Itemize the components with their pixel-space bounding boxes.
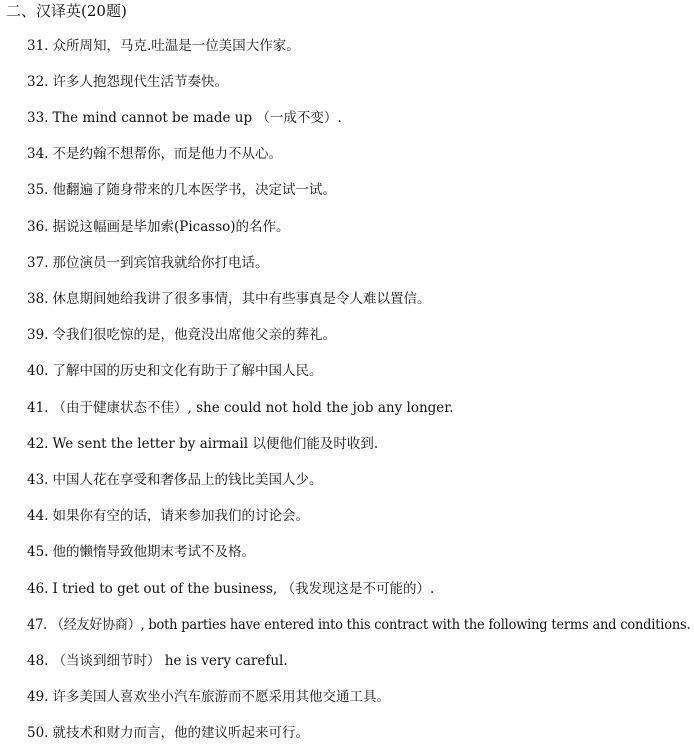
question-text: We sent the letter by airmail 以便他们能及时收到. [52, 436, 379, 452]
question-number: 42. [27, 436, 49, 452]
question-text: 众所周知，马克.吐温是一位美国大作家。 [52, 38, 300, 54]
question-32 [27, 73, 228, 91]
question-number: 36. [27, 219, 49, 235]
question-text: （经友好协商）, both parties have entered into this contract with the following terms and conditions. [50, 617, 691, 633]
question-number: 38. [27, 291, 49, 307]
question-text: 他翻遍了随身带来的几本医学书，决定试一试。 [52, 182, 336, 198]
section-title: 二、汉译英(20题) [6, 2, 127, 20]
question-text: 就技术和财力而言，他的建议听起来可行。 [52, 725, 309, 741]
question-number: 48. [27, 653, 49, 669]
question-number: 50. [27, 725, 49, 741]
question-38 [27, 290, 430, 308]
question-44 [27, 507, 309, 525]
question-42 [27, 435, 378, 453]
question-number: 40. [27, 363, 49, 379]
question-37 [27, 254, 268, 272]
question-41 [27, 399, 454, 417]
question-text: The mind cannot be made up （一成不变）. [52, 110, 342, 126]
question-text: 如果你有空的话，请来参加我们的讨论会。 [52, 508, 309, 524]
question-text: （由于健康状态不佳）, she could not hold the job any longer. [52, 400, 454, 416]
question-35 [27, 181, 336, 199]
question-number: 33. [27, 110, 49, 126]
question-number: 45. [27, 544, 49, 560]
question-number: 37. [27, 255, 49, 271]
question-text: 不是约翰不想帮你，而是他力不从心。 [52, 146, 282, 162]
question-47 [27, 616, 690, 634]
question-number: 35. [27, 182, 49, 198]
question-number: 49. [27, 689, 49, 705]
question-text: 令我们很吃惊的是，他竟没出席他父亲的葬礼。 [52, 327, 336, 343]
question-45 [27, 543, 255, 561]
question-text: 许多人抱怨现代生活节奏快。 [52, 74, 228, 90]
question-number: 46. [27, 581, 49, 597]
question-48 [27, 652, 288, 670]
question-number: 44. [27, 508, 49, 524]
question-34 [27, 145, 282, 163]
question-49 [27, 688, 390, 706]
question-number: 34. [27, 146, 49, 162]
question-text: （当谈到细节时） he is very careful. [52, 653, 288, 669]
question-33 [27, 109, 342, 127]
question-text: I tried to get out of the business, （我发现这是不可能的）. [52, 581, 435, 597]
question-text: 许多美国人喜欢坐小汽车旅游而不愿采用其他交通工具。 [52, 689, 390, 705]
question-text: 中国人花在享受和奢侈品上的钱比美国人少。 [52, 472, 323, 488]
question-36 [27, 218, 290, 236]
question-number: 43. [27, 472, 49, 488]
question-46 [27, 580, 434, 598]
question-43 [27, 471, 322, 489]
question-number: 39. [27, 327, 49, 343]
question-number: 41. [27, 400, 49, 416]
question-50 [27, 724, 309, 742]
question-text: 据说这幅画是毕加索(Picasso)的名作。 [52, 219, 290, 235]
question-text: 休息期间她给我讲了很多事情，其中有些事真是令人难以置信。 [52, 291, 431, 307]
question-text: 那位演员一到宾馆我就给你打电话。 [52, 255, 269, 271]
question-number: 31. [27, 38, 49, 54]
question-39 [27, 326, 336, 344]
question-40 [27, 362, 322, 380]
question-number: 47. [27, 617, 48, 633]
question-31 [27, 37, 300, 55]
question-text: 他的懒惰导致他期末考试不及格。 [52, 544, 255, 560]
question-text: 了解中国的历史和文化有助于了解中国人民。 [52, 363, 323, 379]
question-number: 32. [27, 74, 49, 90]
